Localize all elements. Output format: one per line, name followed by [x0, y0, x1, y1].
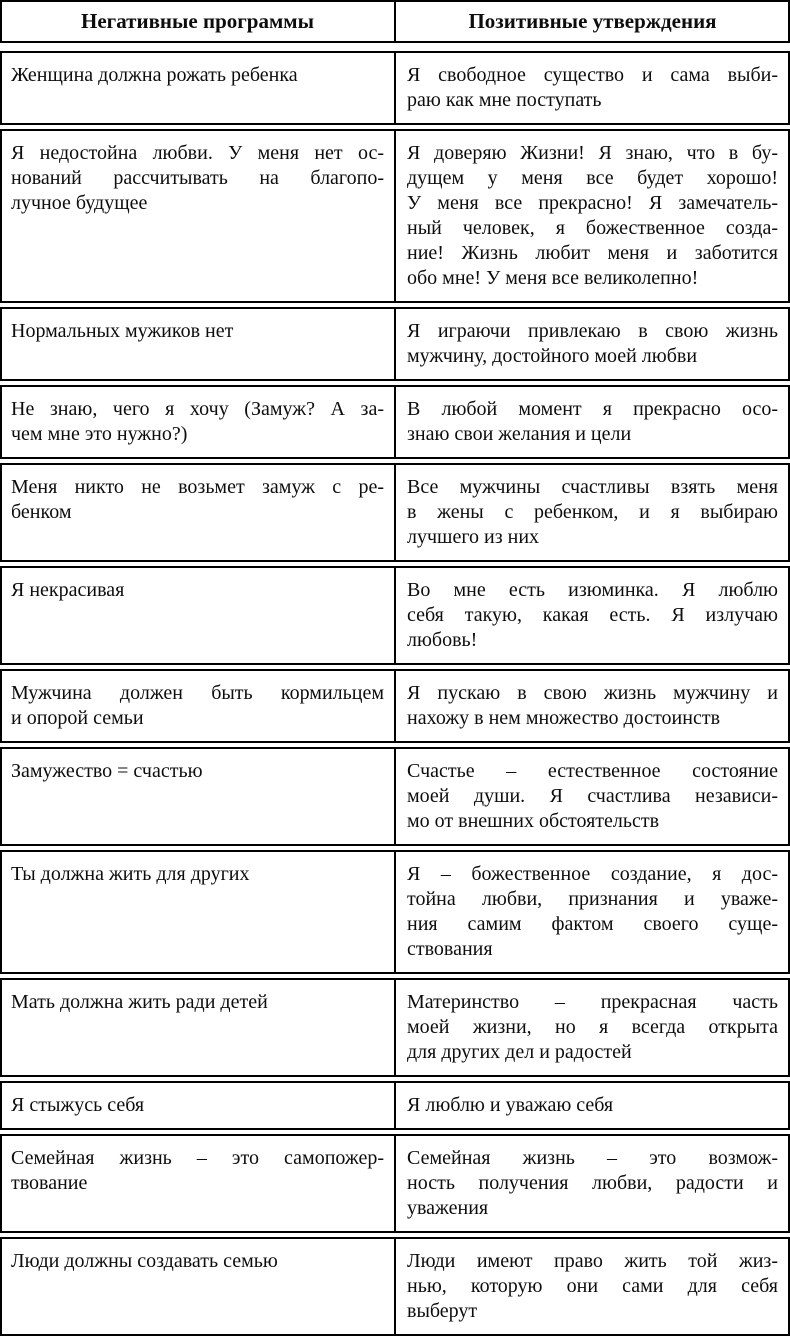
table-row — [0, 307, 790, 381]
cell-line: Я играючи привлекаю в свою жизнь — [407, 320, 778, 342]
table-row — [0, 978, 790, 1077]
cell-line: ный человек, я божественное созда- — [407, 217, 778, 239]
cell-line: Люди имеют право жить той жиз- — [407, 1250, 778, 1272]
cell-line: любовь! — [407, 629, 478, 651]
cell-line: Я свободное существо и сама выби- — [407, 64, 778, 86]
cell-line: обо мне! У меня все великолепно! — [407, 267, 699, 289]
negative-cell — [2, 980, 396, 1075]
table-row — [0, 1081, 790, 1130]
cell-line: Я некрасивая — [11, 579, 125, 601]
positive-cell — [396, 1136, 788, 1231]
positive-cell — [396, 749, 788, 844]
column-header-positive: Позитивные утверждения — [468, 9, 717, 33]
cell-line: Ты должна жить для других — [11, 863, 250, 885]
cell-line: Семейная жизнь – это самопожер- — [11, 1147, 384, 1169]
cell-line: Я недостойна любви. У меня нет ос- — [11, 142, 384, 164]
table-row — [0, 51, 790, 125]
negative-cell — [2, 131, 396, 301]
cell-line: Я стыжусь себя — [11, 1094, 145, 1116]
cell-line: моей души. Я счастлива независи- — [407, 785, 778, 807]
cell-line: Не знаю, чего я хочу (Замуж? А за- — [11, 398, 384, 420]
table-row — [0, 385, 790, 459]
cell-line: нахожу в нем множество достоинств — [407, 707, 721, 729]
cell-line: У меня все прекрасно! Я замечатель- — [407, 192, 778, 214]
cell-line: мо от внешних обстоятельств — [407, 810, 660, 832]
cell-line: лучшего из них — [407, 526, 540, 548]
negative-cell — [2, 671, 396, 741]
table-row — [0, 669, 790, 743]
positive-cell — [396, 309, 788, 379]
positive-cell — [396, 131, 788, 301]
column-header-negative: Негативные программы — [2, 2, 396, 41]
cell-line: выберут — [407, 1300, 478, 1322]
negative-cell — [2, 749, 396, 844]
cell-line: уважения — [407, 1197, 489, 1219]
cell-line: Во мне есть изюминка. Я люблю — [407, 579, 778, 601]
table-row — [0, 463, 790, 562]
positive-cell — [396, 465, 788, 560]
table-row — [0, 566, 790, 665]
table-row — [0, 129, 790, 303]
table-row — [0, 1134, 790, 1233]
cell-line: нью, которую они сами для себя — [407, 1275, 778, 1297]
cell-line: для других дел и радостей — [407, 1041, 632, 1063]
table-row — [0, 747, 790, 846]
cell-line: и опорой семьи — [11, 707, 144, 729]
cell-line: ность получения любви, радости и — [407, 1172, 778, 1194]
cell-line: моей жизни, но я всегда открыта — [407, 1016, 778, 1038]
cell-line: себя такую, какая есть. Я излучаю — [407, 604, 778, 626]
positive-cell — [396, 980, 788, 1075]
positive-cell — [396, 1083, 788, 1128]
negative-cell — [2, 1083, 396, 1128]
positive-cell — [396, 568, 788, 663]
cell-line: ние! Жизнь любит меня и заботится — [407, 242, 778, 264]
cell-line: ствования — [407, 938, 493, 960]
cell-line: раю как мне поступать — [407, 89, 602, 111]
positive-cell — [396, 852, 788, 972]
negative-cell — [2, 53, 396, 123]
cell-line: бенком — [11, 501, 72, 523]
cell-line: Материнство – прекрасная часть — [407, 991, 778, 1013]
cell-line: в жены с ребенком, и я выбираю — [407, 501, 778, 523]
negative-cell — [2, 309, 396, 379]
cell-line: ния самим фактом своего суще- — [407, 913, 778, 935]
cell-line: мужчину, достойного моей любви — [407, 345, 698, 367]
cell-line: Женщина должна рожать ребенка — [11, 64, 298, 86]
cell-line: нований рассчитывать на благопо- — [11, 167, 384, 189]
cell-line: Все мужчины счастливы взять меня — [407, 476, 778, 498]
cell-line: Меня никто не возьмет замуж с ре- — [11, 476, 384, 498]
negative-cell — [2, 1239, 396, 1334]
negative-cell — [2, 568, 396, 663]
negative-cell — [2, 852, 396, 972]
cell-line: знаю свои желания и цели — [407, 423, 632, 445]
cell-line: В любой момент я прекрасно осо- — [407, 398, 778, 420]
cell-line: Я пускаю в свою жизнь мужчину и — [407, 682, 778, 704]
positive-cell — [396, 387, 788, 457]
cell-line: Я доверяю Жизни! Я знаю, что в бу- — [407, 142, 778, 164]
cell-line: тойна любви, признания и уваже- — [407, 888, 778, 910]
cell-line: лучное будущее — [11, 192, 148, 214]
table-header-row — [0, 0, 790, 43]
positive-cell — [396, 53, 788, 123]
cell-line: Я – божественное создание, я дос- — [407, 863, 778, 885]
cell-line: чем мне это нужно?) — [11, 423, 188, 445]
negative-cell — [2, 465, 396, 560]
cell-line: Нормальных мужиков нет — [11, 320, 234, 342]
negative-cell — [2, 387, 396, 457]
cell-line: Мужчина должен быть кормильцем — [11, 682, 384, 704]
cell-line: Мать должна жить ради детей — [11, 991, 268, 1013]
table-row — [0, 850, 790, 974]
positive-cell — [396, 671, 788, 741]
positive-cell — [396, 1239, 788, 1334]
table-row — [0, 1237, 790, 1336]
cell-line: Счастье – естественное состояние — [407, 760, 778, 782]
cell-line: Семейная жизнь – это возмож- — [407, 1147, 778, 1169]
cell-line: Я люблю и уважаю себя — [407, 1094, 614, 1116]
table-rows — [0, 51, 790, 1336]
cell-line: Замужество = счастью — [11, 760, 203, 782]
cell-line: Люди должны создавать семью — [11, 1250, 278, 1272]
cell-line: дущем у меня все будет хорошо! — [407, 167, 778, 189]
negative-cell — [2, 1136, 396, 1231]
cell-line: твование — [11, 1172, 88, 1194]
